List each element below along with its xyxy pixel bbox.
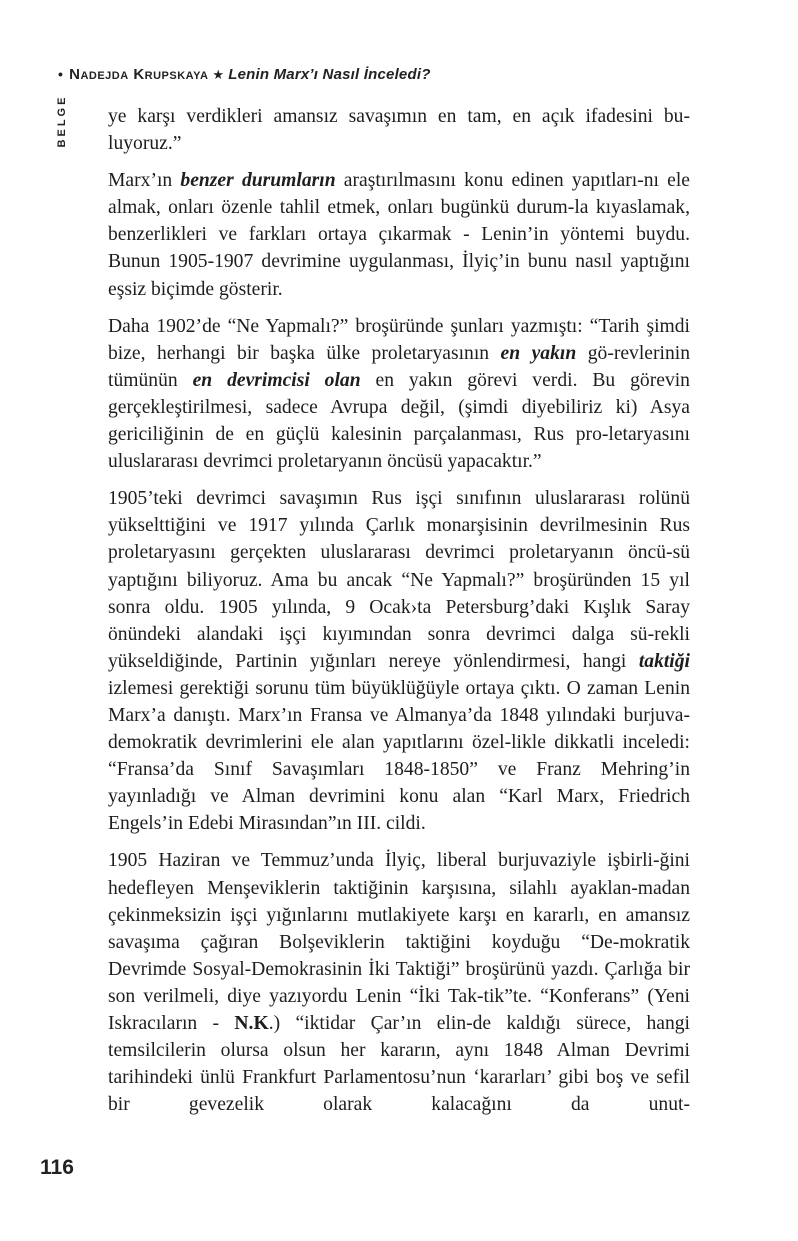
section-label-text: BELGE	[56, 94, 68, 148]
paragraph	[108, 847, 690, 1118]
text-run: araştırılmasını konu edinen yapıtları-nı ele almak, onları özenle tahlil etmek, onları bugünkü durum-la kıyaslamak, benzerlikleri ve farkları ortaya çıkarmak - Lenin’in yöntemi buydu. Bunun 1905-1907 devrimine uygulanması, İlyiç’in bunu nasıl yaptığını eşsiz biçimde gösterir.	[108, 170, 690, 300]
text-run: en yakın görevi verdi. Bu görevin gerçekleştirilmesi, sadece Avrupa değil, (şimdi diyebiliriz ki) Asya gericiliğinin de en güçlü kalesinin parçalanması, Rus pro-letaryasını uluslararası devrimci proletaryanın öncüsü yapacaktır.”	[108, 369, 690, 473]
star-icon: ★	[212, 67, 225, 82]
text-run: izlemesi gerektiği sorunu tüm büyüklüğüyle ortaya çıktı. O zaman Lenin Marx’a danıştı. Marx’ın Fransa ve Almanya’da 1848 yılındaki burjuva-demokratik devrimlerini ele alan yapıtlarını özel-likle dikkatli inceledi: “Fransa’da Sınıf Savaşımları 1848-1850” ve Franz Mehring’in yayınladığı ve Alman devrimini konu alan “Karl Marx, Friedrich Engels’in Edebi Mirasından”ın III. cildi.	[108, 677, 690, 835]
emphasis-text: en devrimcisi olan	[192, 369, 361, 391]
emphasis-text: N.K	[234, 1013, 269, 1034]
paragraph	[108, 485, 690, 837]
text-run: gö-revlerinin tümünün	[108, 342, 691, 391]
text-run: 1905 Haziran ve Temmuz’unda İlyiç, liberal burjuvaziyle işbirli-ğini hedefleyen Menşeviklerin taktiğinin karşısına, silahlı ayaklan-madan çekinmeksizin işçi yığınlarını mutlakiyete karşı en kararlı, en amansız savaşıma çağıran Bolşeviklerin taktiğini koyduğu “De-mokratik Devrimde Sosyal-Demokrasinin İki Taktiği” broşürünü yazdı. Çarlığa bir son verilmeli, diye yazıyordu Lenin “İki Tak-tik”te. “Konferans” (Yeni Iskracıların -	[108, 850, 690, 1034]
running-header	[58, 66, 431, 83]
emphasis-text: benzer durumların	[180, 170, 336, 192]
paragraph	[108, 103, 690, 157]
text-run: Marx’ın	[108, 170, 181, 192]
text-run: .) “iktidar Çar’ın elin-de kaldığı sürece, hangi temsilcilerin olursa olsun her kararın, aynı 1848 Alman Devrimi tarihindeki ünlü Frankfurt Parlamentosu’nun ‘kararları’ gibi boş ve sefil bir gevezelik olarak kalacağını da unut-	[108, 1013, 690, 1116]
text-run: ye karşı verdikleri amansız savaşımın en tam, en açık ifadesini bu-luyoruz.”	[108, 106, 690, 155]
emphasis-text: taktiği	[638, 650, 690, 672]
text-run: 1905’teki devrimci savaşımın Rus işçi sınıfının uluslararası rolünü yükselttiğini ve 1917 yılında Çarlık monarşisinin devrilmesinin Rus proletaryasını gerçekten uluslararası devrimci proletaryanın öncü-sü yaptığını biliyoruz. Ama bu ancak “Ne Yapmalı?” broşüründen 15 yıl sonra oldu. 1905 yılında, 9 Ocak›ta Petersburg’daki Kışlık Saray önündeki alandaki işçi kıyımından sonra devrimci dalga sü-rekli yükseldiğinde, Partinin yığınları nereye yönlendirmesi, hangi	[108, 488, 690, 672]
header-title: Lenin Marx’ı Nasıl İnceledi?	[228, 66, 431, 83]
text-run: Daha 1902’de “Ne Yapmalı?” broşüründe şunları yazmıştı: “Tarih şimdi bize, herhangi bir başka ülke proletaryasının	[108, 315, 690, 364]
paragraph	[108, 313, 690, 476]
section-label	[55, 92, 69, 150]
page-number: 116	[40, 1156, 74, 1179]
header-author: Nadejda Krupskaya	[69, 66, 209, 83]
body-text	[108, 103, 690, 1118]
bullet-icon: •	[58, 66, 64, 82]
emphasis-text: en yakın	[500, 342, 577, 364]
paragraph	[108, 167, 690, 302]
